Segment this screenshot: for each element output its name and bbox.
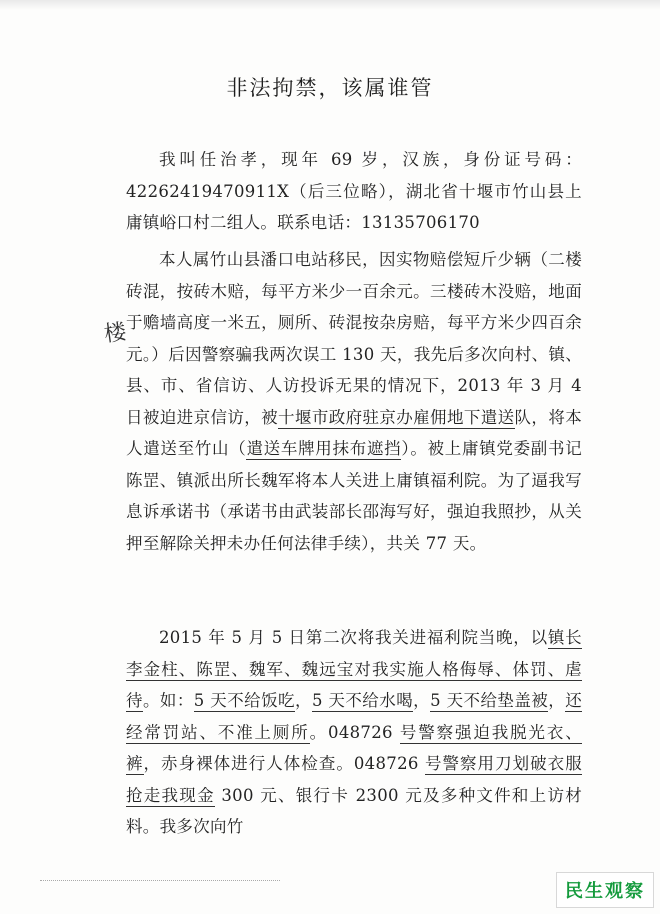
paragraph-detention-2013 <box>126 244 582 559</box>
text-segment: 2015 年 5 月 5 日第二次将我关进福利院当晚，以 <box>159 628 548 647</box>
paragraph-detention-2015 <box>126 622 582 843</box>
scan-shadow <box>0 0 660 10</box>
text-segment: 。048726 <box>309 722 400 742</box>
text-segment: ）。被上庸镇党委副书记陈罡、镇派出所长魏军将本人关进上庸镇福利院。为了逼我写息诉承诺书（承诺书由武装部长邵海写好，强迫我照抄，从关押至解除关押未办任何法律手续），共关 77 天。 <box>126 439 582 553</box>
text-segment: ， <box>294 691 312 710</box>
scan-artifact-dots <box>40 878 280 881</box>
document-title: 非法拘禁，该属谁管 <box>226 76 434 100</box>
underlined-text: 号警察强迫我脱光衣、裤 <box>126 722 583 773</box>
underlined-text: 镇长李金柱、陈罡、魏军、魏远宝对我实施人格侮辱、体罚、虐待 <box>126 628 582 710</box>
text-segment: ， <box>548 691 566 710</box>
watermark-logo: 民生观察 <box>556 872 654 908</box>
underlined-text: 5 天不给垫盖被 <box>430 691 549 710</box>
underlined-text: 遣送车牌用抹布遮挡 <box>246 439 402 458</box>
underlined-text: 还经常罚站、不准上厕所 <box>126 691 582 742</box>
text-segment: 本人属竹山县潘口电站移民，因实物赔偿短斤少辆（二楼砖混，按砖木赔，每平方米少一百余元。三楼砖木没赔，地面于赡墙高度一米五，厕所、砖混按杂房赔，每平方米少四百余元。）后因警察骗我两次误工 130 天，我先后多次向村、镇、县、市、省信访、人访投诉无果的情况下，2013 年 3 月 4 日被迫进京信访，被 <box>126 250 582 427</box>
underlined-text: 5 天不给水喝 <box>311 691 414 710</box>
paragraph-identity: 我叫任治孝，现年 69 岁，汉族，身份证号码：42262419470911X（后三位略），湖北省十堰市竹山县上庸镇峪口村二组人。联系电话：13135706170 <box>126 150 582 232</box>
text-segment: ，赤身裸体进行人体检查。048726 <box>143 754 425 773</box>
handwritten-margin-note: 楼 <box>102 319 128 348</box>
underlined-text: 5 天不给饭吃 <box>193 691 295 710</box>
underlined-text: 号警察用刀划破衣服抢走我现金 <box>126 754 582 805</box>
text-segment: 300 元、银行卡 2300 元及多种文件和上访材料。我多次向竹 <box>126 785 583 836</box>
text-segment: 队，将本人遣送至竹山（ <box>126 407 583 458</box>
text-segment: ， <box>413 691 431 710</box>
underlined-text: 十堰市政府驻京办雇佣地下遣送 <box>278 407 515 427</box>
text-segment: 。如： <box>142 691 194 710</box>
